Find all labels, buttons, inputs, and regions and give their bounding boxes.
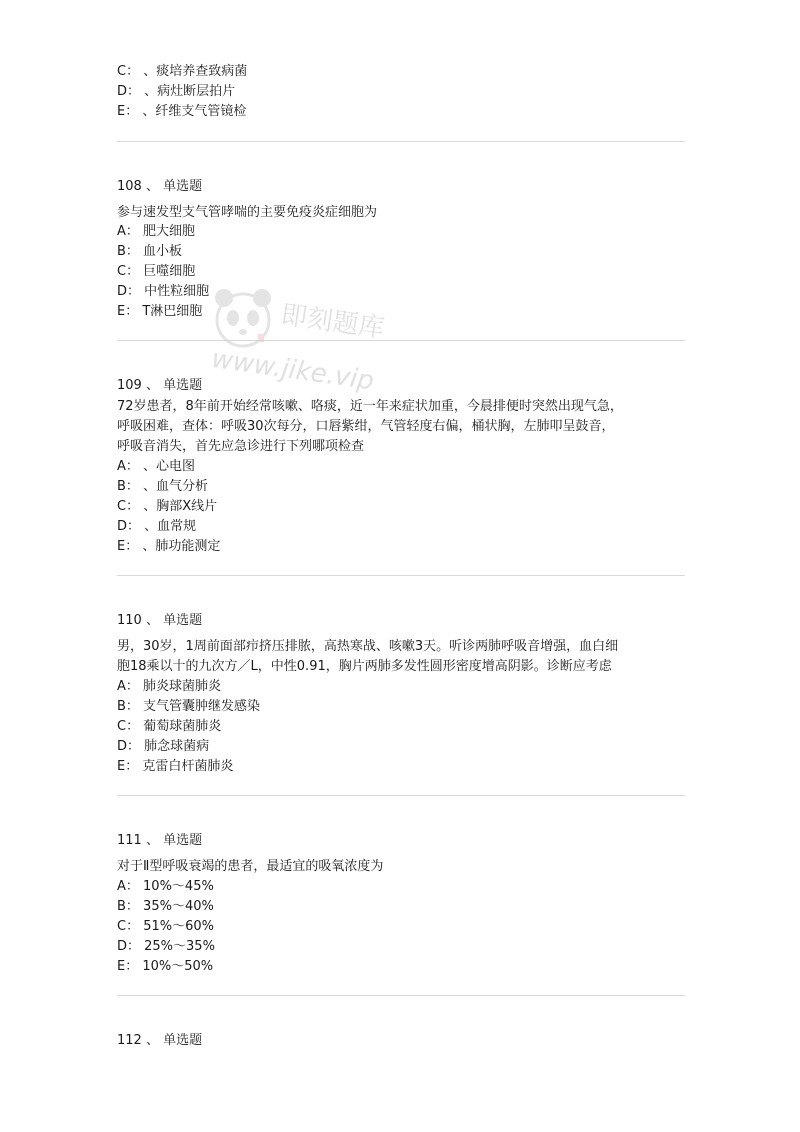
q110-option-b: B： 支气管囊肿继发感染	[117, 699, 261, 714]
question-divider	[117, 995, 685, 996]
question-divider	[117, 141, 685, 142]
panda-logo-icon	[208, 282, 278, 352]
q109-stem-line-3: 呼吸音消失，首先应急诊进行下列哪项检查	[117, 439, 365, 454]
question-divider	[117, 795, 685, 796]
q108-option-d: D： 中性粒细胞	[117, 284, 210, 299]
q108-option-b: B： 血小板	[117, 244, 183, 259]
q111-option-d: D： 25%～35%	[117, 939, 215, 954]
q108-option-a: A： 肥大细胞	[117, 224, 196, 239]
q108-option-e: E： T淋巴细胞	[117, 304, 203, 319]
q108-header: 108 、 单选题	[117, 179, 203, 194]
q110-header: 110 、 单选题	[117, 613, 203, 628]
q110-stem-line-2: 胞18乘以十的九次方／L，中性0.91，胸片两肺多发性圆形密度增高阴影。诊断应考虑	[117, 659, 612, 674]
q110-option-c: C： 葡萄球菌肺炎	[117, 719, 222, 734]
q110-option-a: A： 肺炎球菌肺炎	[117, 679, 222, 694]
question-divider	[117, 340, 685, 341]
q111-option-b: B： 35%～40%	[117, 899, 214, 914]
q110-stem-line-1: 男，30岁，1周前面部疖挤压排脓，高热寒战、咳嗽3天。听诊两肺呼吸音增强，血白细	[117, 639, 619, 654]
watermark-brand: 即刻题库	[278, 299, 387, 345]
q109-option-a: A： 、心电图	[117, 459, 196, 474]
q109-option-d: D： 、血常规	[117, 519, 197, 534]
q112-header: 112 、 单选题	[117, 1033, 203, 1048]
q109-stem-line-1: 72岁患者，8年前开始经常咳嗽、咯痰，近一年来症状加重，今晨排便时突然出现气急，	[117, 399, 623, 414]
watermark-url: www.jike.vip	[209, 344, 376, 397]
q109-stem-line-2: 呼吸困难，查体：呼吸30次每分，口唇紫绀，气管轻度右偏，桶状胸，左肺叩呈鼓音，	[117, 419, 615, 434]
q111-stem: 对于Ⅱ型呼吸衰竭的患者，最适宜的吸氧浓度为	[117, 859, 384, 874]
q111-header: 111 、 单选题	[117, 833, 203, 848]
q109-option-c: C： 、胸部X线片	[117, 499, 218, 514]
watermark	[208, 282, 468, 402]
q110-option-d: D： 肺念球菌病	[117, 739, 210, 754]
q111-option-c: C： 51%～60%	[117, 919, 214, 934]
q111-option-a: A： 10%～45%	[117, 879, 214, 894]
q110-option-e: E： 克雷白杆菌肺炎	[117, 759, 234, 774]
q109-option-b: B： 、血气分析	[117, 479, 209, 494]
q108-option-c: C： 巨噬细胞	[117, 264, 196, 279]
q107-option-c: C： 、痰培养查致病菌	[117, 64, 248, 79]
q107-option-d: D： 、病灶断层拍片	[117, 84, 236, 99]
q111-option-e: E： 10%～50%	[117, 959, 214, 974]
q109-option-e: E： 、肺功能测定	[117, 539, 221, 554]
q107-option-e: E： 、纤维支气管镜检	[117, 104, 247, 119]
q108-stem: 参与速发型支气管哮喘的主要免疫炎症细胞为	[117, 205, 378, 220]
question-divider	[117, 575, 685, 576]
q109-header: 109 、 单选题	[117, 378, 203, 393]
